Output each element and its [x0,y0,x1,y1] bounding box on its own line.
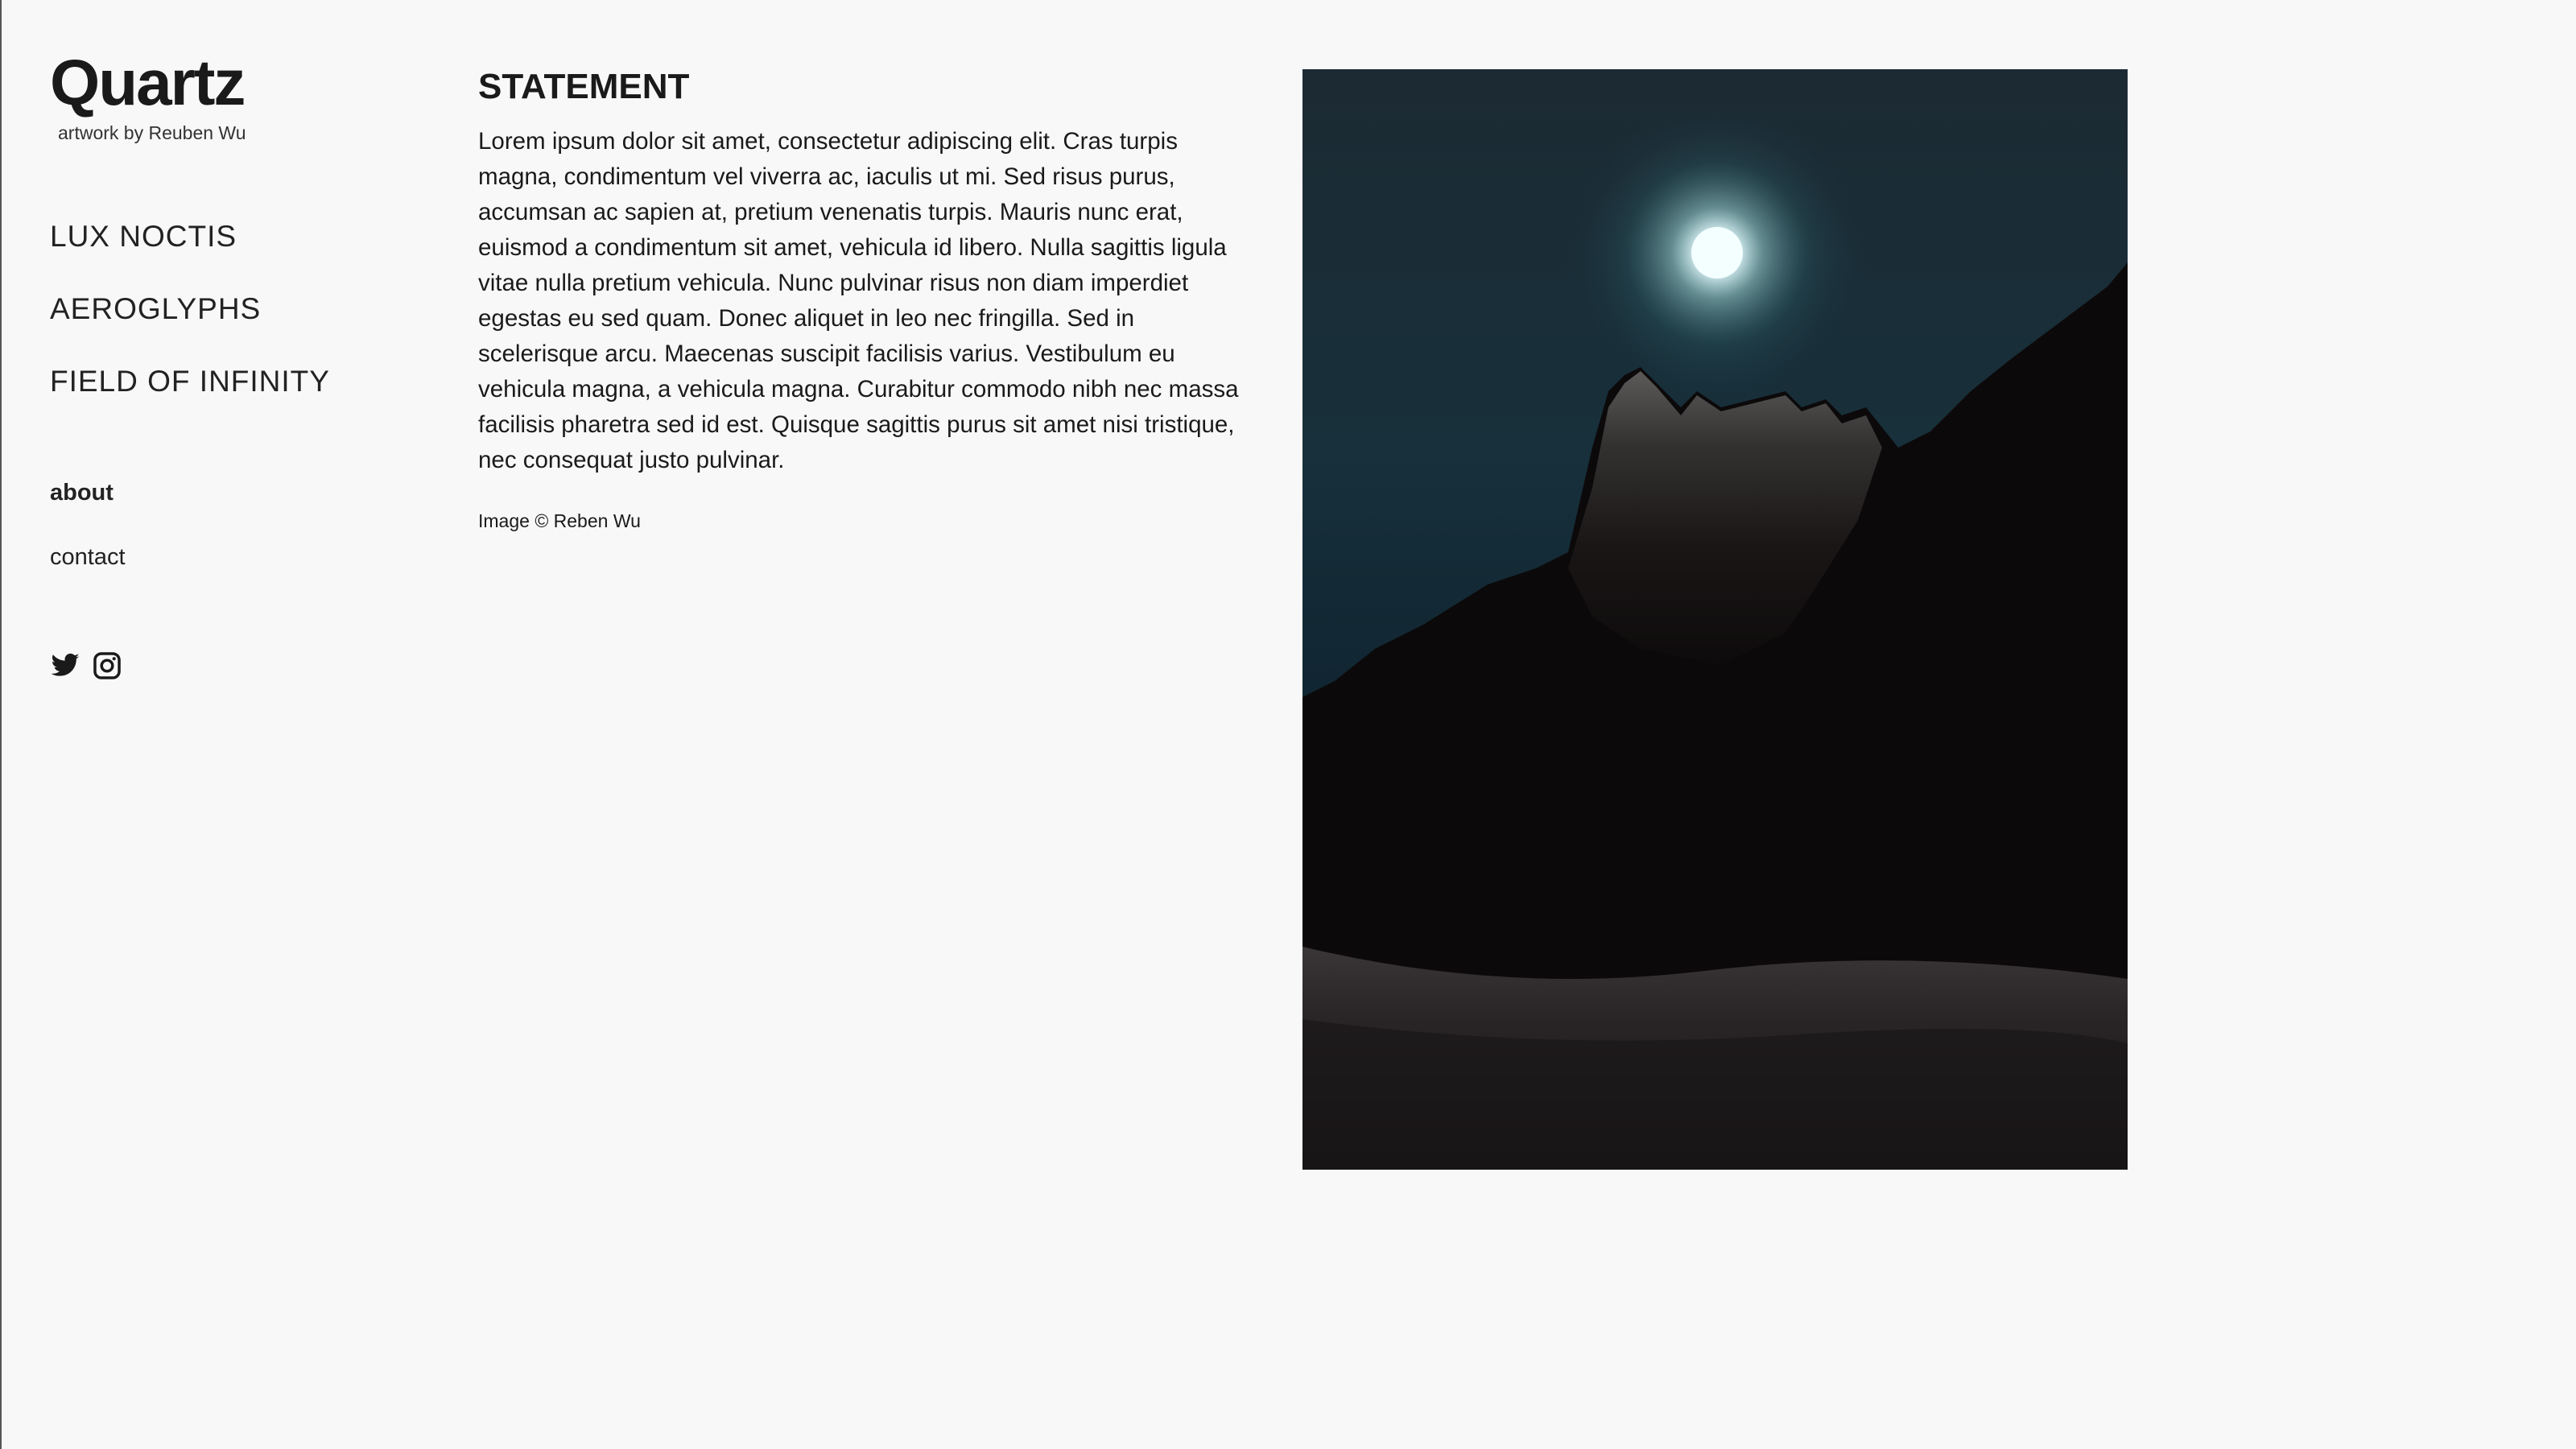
statement-body: Lorem ipsum dolor sit amet, consectetur adipiscing elit. Cras turpis magna, condimentum vel viverra ac, iaculis ut mi. Sed risus purus, accumsan ac sapien at, pretium venenatis turpis. Mauris nunc erat, euismod a condimentum sit amet, vehicula id libero. Nulla sagittis ligula vitae nulla pretium vehicula. Nunc pulvinar risus non diam imperdiet egestas eu sed quam. Donec aliquet in leo nec fringilla. Sed in scelerisque arcu. Maecenas suscipit facilisis varius. Vestibulum eu vehicula magna, a vehicula magna. Curabitur commodo nibh nec massa facilisis pharetra sed id est. Quisque sagittis purus sit amet nisi tristique, nec consequat justo pulvinar. [478,128,1239,473]
nav-item-field-of-infinity[interactable]: FIELD OF INFINITY [50,365,330,398]
image-credit: Image © Reben Wu [478,510,641,531]
twitter-icon[interactable] [50,650,80,681]
nav-item-lux-noctis[interactable]: LUX NOCTIS [50,220,237,253]
statement-heading: STATEMENT [478,67,690,106]
projects-nav [50,211,330,428]
site-subtitle: artwork by Reuben Wu [58,122,246,143]
nav-item-about[interactable]: about [50,480,114,506]
social-links [50,650,122,681]
artwork-image [1302,69,2128,1170]
statement-section [478,64,1243,532]
site-logo[interactable]: Quartz [50,47,245,118]
nav-item-contact[interactable]: contact [50,544,126,570]
site-brand[interactable] [50,47,246,144]
instagram-icon[interactable] [92,650,122,681]
pages-nav [50,473,126,602]
nav-item-aeroglyphs[interactable]: AEROGLYPHS [50,292,262,325]
